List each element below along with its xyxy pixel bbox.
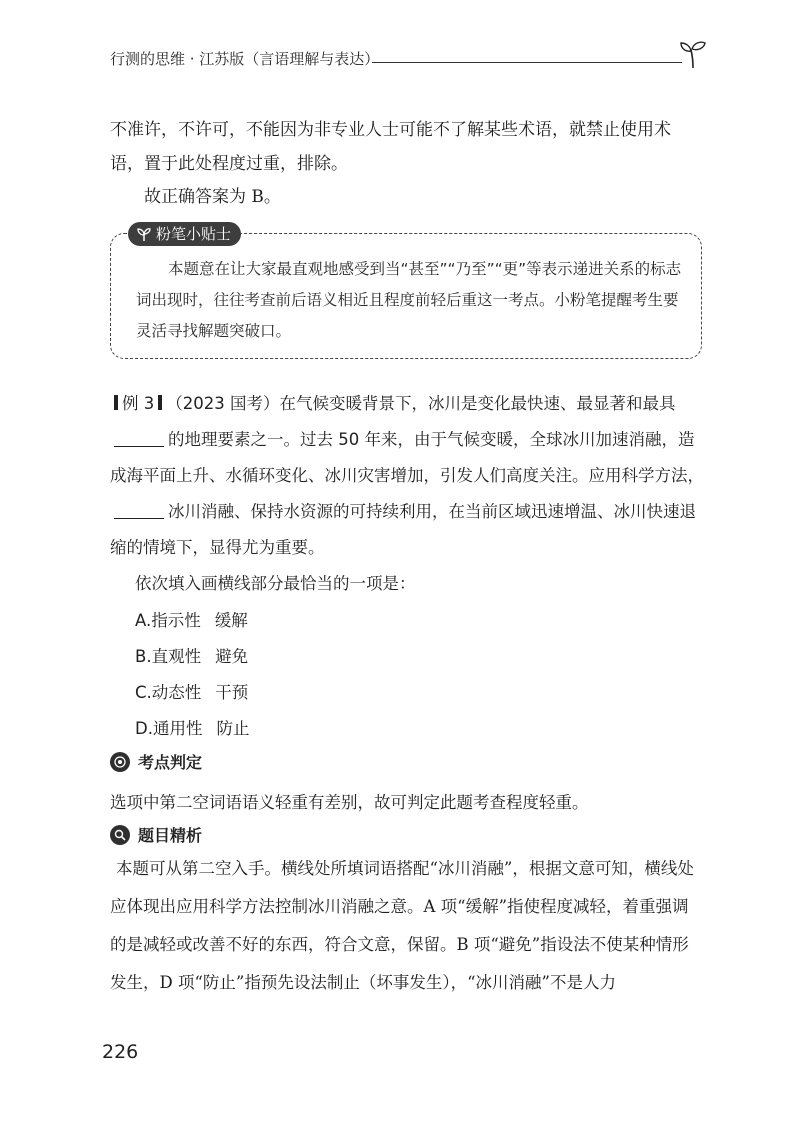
example-tag: 例 3	[122, 394, 155, 413]
target-icon	[110, 752, 130, 772]
question-text-3: 冰川消融、保持水资源的可持续利用，在当前区域迅速增温、冰川快速退缩的情境下，显得尤为重要。	[110, 502, 696, 557]
answer-blank-2	[114, 502, 164, 519]
tip-paragraph: 本题意在让大家最直观地感受到当“甚至”“乃至”“更”等表示递进关系的标志词出现时，往往考查前后语义相近且程度前轻后重这一考点。小粉笔提醒考生要灵活寻找解题突破口。	[136, 260, 682, 340]
magnifier-icon	[110, 825, 130, 845]
answer-blank-1	[114, 430, 164, 447]
section-kaodian-title: 考点判定	[138, 753, 203, 772]
section-kaodian-heading	[110, 750, 202, 773]
running-header-title: 行测的思维 · 江苏版（言语理解与表达）	[110, 50, 380, 68]
example-question	[110, 386, 706, 566]
option-c: C.动态性 干预	[135, 683, 249, 702]
example-source: （2023 国考）	[166, 394, 280, 413]
section-jingxi-text: 本题可从第二空入手。横线处所填词语搭配“冰川消融”，根据文意可知，横线处应体现出应用科学方法控制冰川消融之意。A 项“缓解”指使程度减轻，着重强调的是减轻或改善不好的东西，符合文意，保留。B 项“避免”指设法不使某种情形发生，D 项“防止”指预先设法制止（坏事发生），“冰川消融”不是人力	[110, 859, 694, 992]
question-prompt: 依次填入画横线部分最恰当的一项是：	[135, 574, 416, 593]
intro-paragraph: 不准许，不许可，不能因为非专业人士可能不了解某些术语，就禁止使用术语，置于此处程度过重，排除。	[110, 120, 671, 174]
sprout-icon	[136, 226, 152, 242]
tip-label-text: 粉笔小贴士	[156, 225, 232, 243]
tag-bar-right	[158, 395, 162, 410]
question-text-2: 的地理要素之一。过去 50 年来，由于气候变暖，全球冰川加速消融，造成海平面上升、水循环变化、冰川灾害增加，引发人们高度关注。应用科学方法，	[110, 430, 704, 485]
option-a: A.指示性 缓解	[135, 611, 248, 630]
answer-line: 故正确答案为 B。	[144, 187, 281, 207]
section-jingxi-heading	[110, 823, 202, 846]
section-jingxi-title: 题目精析	[138, 826, 203, 845]
tag-bar-left	[114, 395, 118, 410]
tip-text	[136, 254, 684, 347]
option-b: B.直观性 避免	[135, 647, 249, 666]
option-d: D.通用性 防止	[135, 719, 250, 738]
section-kaodian-text: 选项中第二空词语语义轻重有差别，故可判定此题考查程度轻重。	[110, 793, 589, 812]
tip-label	[128, 222, 241, 246]
question-text-1: 在气候变暖背景下，冰川是变化最快速、最显著和最具	[279, 394, 676, 413]
sprout-icon	[678, 38, 708, 70]
page-number: 226	[102, 1041, 139, 1063]
header-rule	[372, 62, 682, 63]
